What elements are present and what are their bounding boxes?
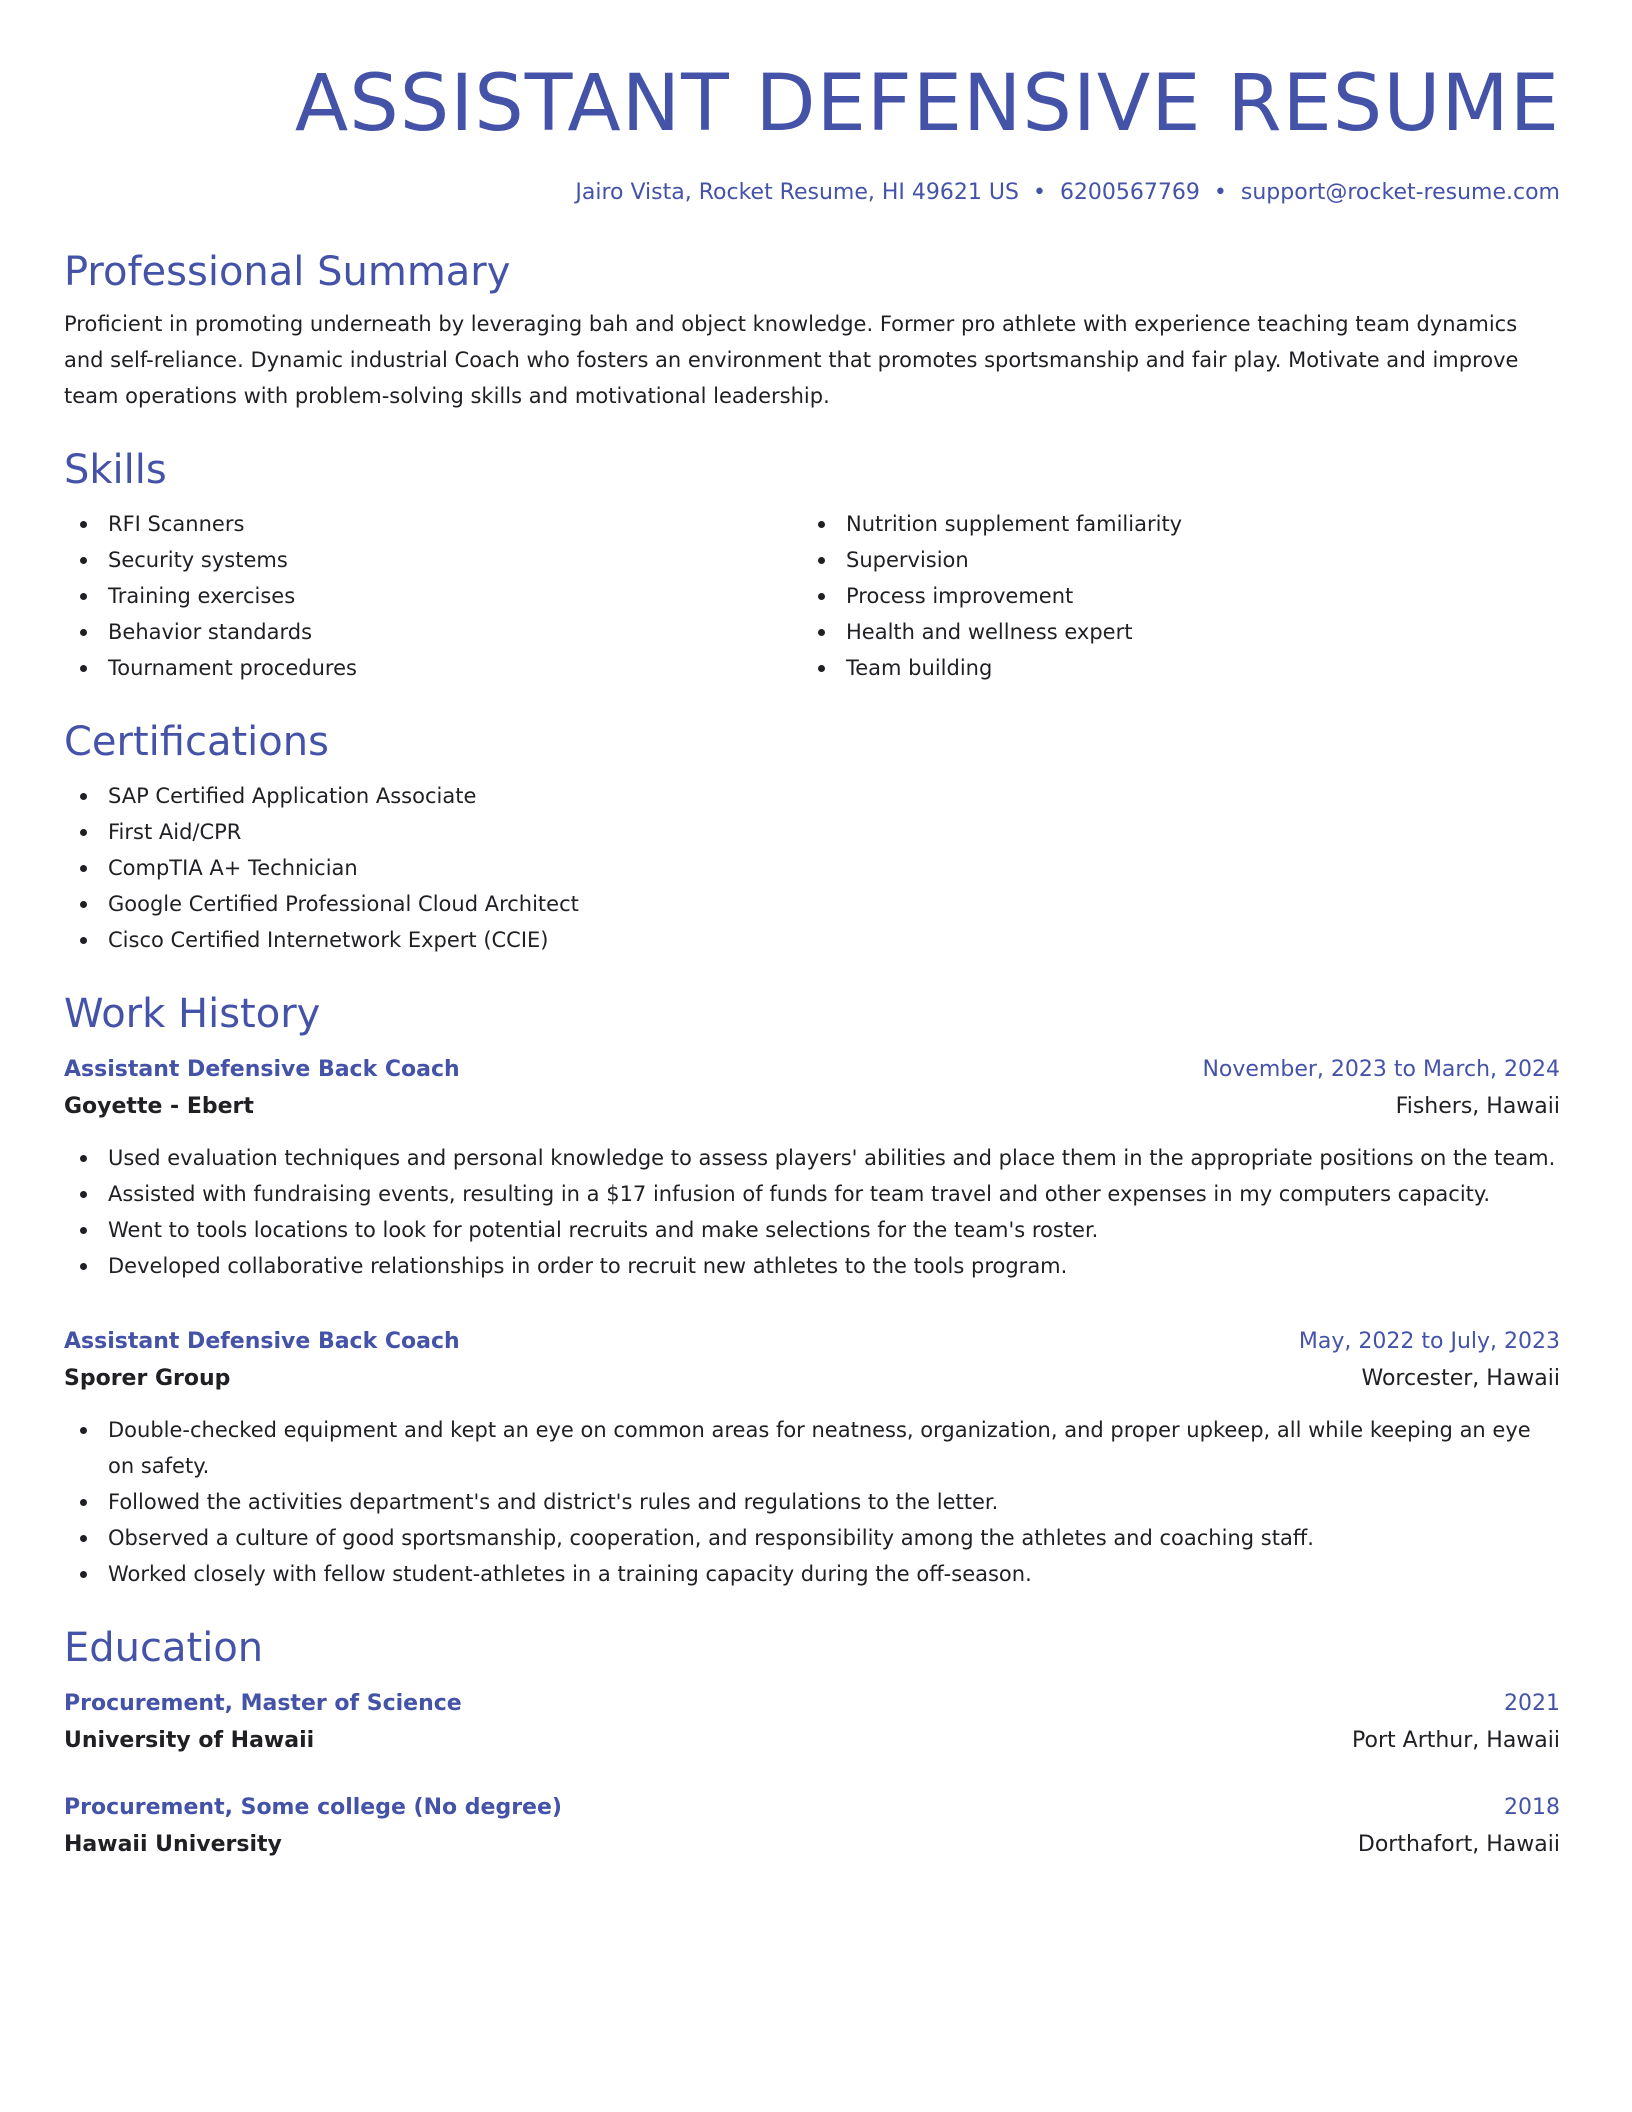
job-dates: November, 2023 to March, 2024 <box>1202 1057 1560 1082</box>
job-company: Sporer Group <box>64 1366 231 1391</box>
certification-item: First Aid/CPR <box>64 814 1560 850</box>
skill-item: RFI Scanners <box>64 506 802 542</box>
skill-item: Security systems <box>64 542 802 578</box>
education-entry <box>64 1790 1560 1864</box>
certification-item: CompTIA A+ Technician <box>64 850 1560 886</box>
contact-line <box>64 178 1560 210</box>
job-bullet: Developed collaborative relationships in order to recruit new athletes to the tools program. <box>64 1248 1560 1284</box>
job-bullet: Double-checked equipment and kept an eye on common areas for neatness, organization, and proper upkeep, all while keeping an eye on safety. <box>64 1412 1560 1484</box>
education-location: Dorthafort, Hawaii <box>1357 1832 1560 1857</box>
skill-item: Supervision <box>802 542 1540 578</box>
job-bullet: Observed a culture of good sportsmanship, cooperation, and responsibility among the athletes and coaching staff. <box>64 1520 1560 1556</box>
contact-phone: 6200567769 <box>1059 180 1200 205</box>
certification-item: Google Certified Professional Cloud Architect <box>64 886 1560 922</box>
education-year: 2021 <box>1504 1691 1560 1716</box>
job-bullet: Worked closely with fellow student-athletes in a training capacity during the off-season. <box>64 1556 1560 1592</box>
skill-item: Behavior standards <box>64 614 802 650</box>
contact-separator: • <box>1032 180 1046 205</box>
skills-grid <box>64 506 1560 686</box>
job-location: Worcester, Hawaii <box>1361 1366 1560 1391</box>
education-school: University of Hawaii <box>64 1728 315 1753</box>
job-dates: May, 2022 to July, 2023 <box>1298 1329 1560 1354</box>
education-location: Port Arthur, Hawaii <box>1352 1728 1560 1753</box>
contact-separator: • <box>1213 180 1227 205</box>
education-school: Hawaii University <box>64 1832 282 1857</box>
skills-left-column <box>64 506 802 686</box>
job-role: Assistant Defensive Back Coach <box>64 1057 460 1082</box>
education-year: 2018 <box>1504 1795 1560 1820</box>
certifications-heading: Certifications <box>64 719 329 765</box>
education-heading: Education <box>64 1625 264 1671</box>
job-entry <box>64 1052 1560 1284</box>
certifications-list <box>64 778 1560 958</box>
summary-text: Proficient in promoting underneath by leveraging bah and object knowledge. Former pro athlete with experience teaching team dynamics and self-reliance. Dynamic industrial Coach who fosters an environment that promotes sportsmanship and fair play. Motivate and improve team operations with problem-solving skills and motivational leadership. <box>64 312 1519 408</box>
skill-item: Team building <box>802 650 1540 686</box>
job-bullet: Went to tools locations to look for potential recruits and make selections for the team's roster. <box>64 1212 1560 1248</box>
education-entry <box>64 1686 1560 1760</box>
job-role: Assistant Defensive Back Coach <box>64 1329 460 1354</box>
summary-heading: Professional Summary <box>64 249 511 295</box>
skills-right-column <box>802 506 1540 686</box>
resume-title: ASSISTANT DEFENSIVE RESUME <box>294 59 1560 149</box>
job-bullet: Used evaluation techniques and personal knowledge to assess players' abilities and place them in the appropriate positions on the team. <box>64 1140 1560 1176</box>
skills-heading: Skills <box>64 447 167 493</box>
education-degree: Procurement, Master of Science <box>64 1691 462 1716</box>
education-degree: Procurement, Some college (No degree) <box>64 1795 562 1820</box>
skill-item: Process improvement <box>802 578 1540 614</box>
skill-item: Nutrition supplement familiarity <box>802 506 1540 542</box>
skill-item: Training exercises <box>64 578 802 614</box>
certification-item: Cisco Certified Internetwork Expert (CCIE) <box>64 922 1560 958</box>
skill-item: Tournament procedures <box>64 650 802 686</box>
certification-item: SAP Certified Application Associate <box>64 778 1560 814</box>
job-bullets <box>64 1140 1560 1284</box>
contact-address: Jairo Vista, Rocket Resume, HI 49621 US <box>575 180 1019 205</box>
job-location: Fishers, Hawaii <box>1395 1094 1560 1119</box>
work-history-heading: Work History <box>64 991 321 1037</box>
resume-page <box>64 0 1560 1864</box>
contact-email: support@rocket-resume.com <box>1240 180 1560 205</box>
job-entry <box>64 1324 1560 1592</box>
job-company: Goyette - Ebert <box>64 1094 254 1119</box>
skill-item: Health and wellness expert <box>802 614 1540 650</box>
job-bullet: Assisted with fundraising events, resulting in a $17 infusion of funds for team travel and other expenses in my computers capacity. <box>64 1176 1560 1212</box>
job-bullet: Followed the activities department's and district's rules and regulations to the letter. <box>64 1484 1560 1520</box>
job-bullets <box>64 1412 1560 1592</box>
